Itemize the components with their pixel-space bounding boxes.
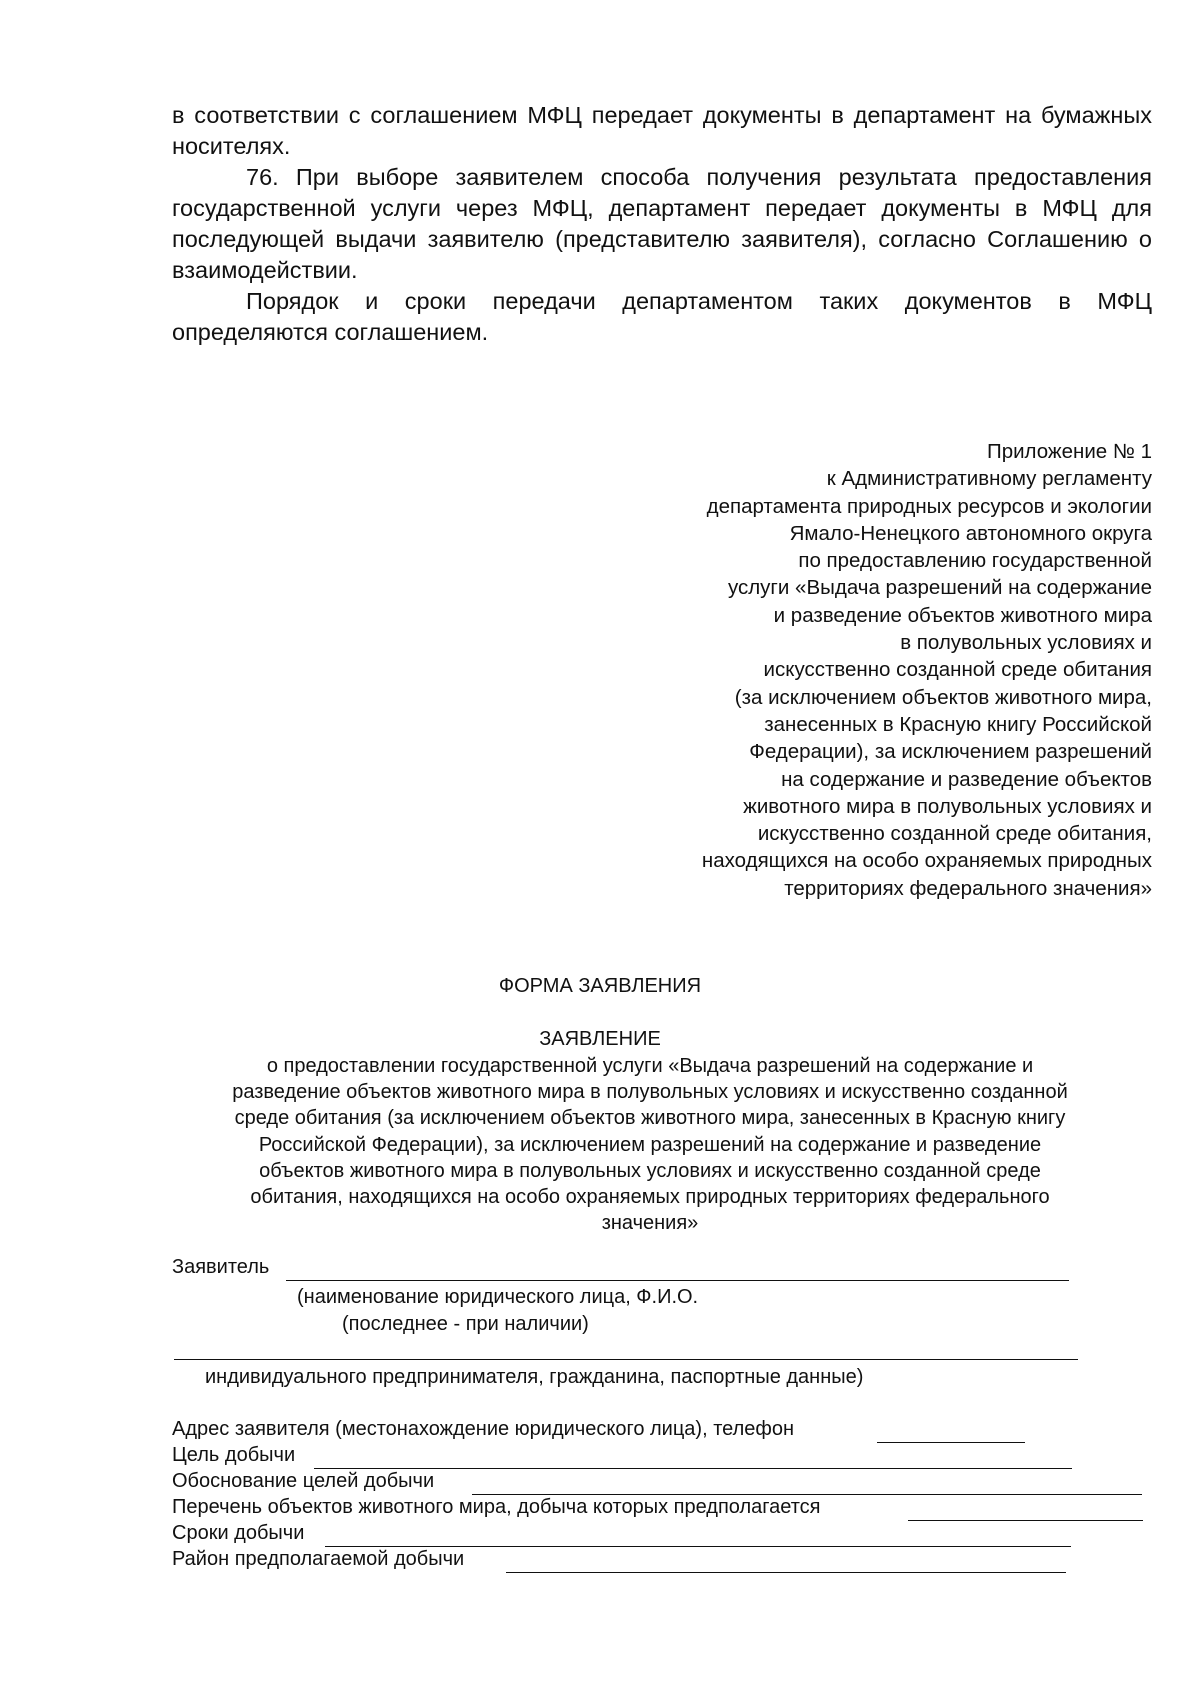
appendix-line: искусственно созданной среде обитания, xyxy=(757,822,1152,846)
statement-line: объектов животного мира в полувольных условиях и искусственно созданной среде xyxy=(259,1159,1041,1182)
appendix-line: к Административному регламенту xyxy=(826,467,1152,491)
appendix-line: Приложение № 1 xyxy=(986,440,1152,463)
statement-line: о предоставлении государственной услуги «Выдача разрешений на содержание и xyxy=(266,1055,1034,1077)
paragraph-76: 76. При выборе заявителем способа получения результата предоставления государственной услуги через МФЦ, департамент передает документы в МФЦ для последующей выдачи заявителю (представителю заявителя), согласно Соглашению о взаимодействии. xyxy=(172,164,1152,283)
area-label: Район предполагаемой добычи xyxy=(172,1548,465,1570)
appendix-line: животного мира в полувольных условиях и xyxy=(743,794,1152,818)
appendix-line: департамента природных ресурсов и экологии xyxy=(706,494,1152,518)
appendix-line: искусственно созданной среде обитания xyxy=(763,658,1152,682)
appendix-line: территориях федерального значения» xyxy=(784,876,1152,900)
paragraph-procedure: Порядок и сроки передачи департаментом таких документов в МФЦ определяются соглашением. xyxy=(172,288,1152,345)
form-title: ФОРМА ЗАЯВЛЕНИЯ xyxy=(498,975,702,997)
applicant-label: Заявитель xyxy=(172,1256,270,1278)
statement-line: Российской Федерации), за исключением разрешений на содержание и разведение xyxy=(258,1133,1042,1156)
terms-label: Сроки добычи xyxy=(172,1522,305,1544)
address-label: Адрес заявителя (местонахождение юридического лица), телефон xyxy=(172,1418,795,1440)
statement-line: значения» xyxy=(601,1212,699,1235)
statement-line: среде обитания (за исключением объектов животного мира, занесенных в Красную книгу xyxy=(234,1107,1066,1130)
statement-title: ЗАЯВЛЕНИЕ xyxy=(539,1028,661,1050)
appendix-line: и разведение объектов животного мира xyxy=(773,603,1152,627)
appendix-line: (за исключением объектов животного мира, xyxy=(734,685,1152,709)
objects-label: Перечень объектов животного мира, добыча которых предполагается xyxy=(172,1496,821,1518)
justification-label: Обоснование целей добычи xyxy=(172,1470,435,1492)
applicant-hint-name: (наименование юридического лица, Ф.И.О. xyxy=(297,1286,699,1308)
appendix-line: на содержание и разведение объектов xyxy=(781,767,1152,791)
appendix-line: занесенных в Красную книгу Российской xyxy=(764,712,1152,736)
appendix-line: Ямало-Ненецкого автономного округа xyxy=(789,521,1152,545)
statement-line: обитания, находящихся на особо охраняемых природных территориях федерального xyxy=(250,1186,1050,1209)
appendix-line: услуги «Выдача разрешений на содержание xyxy=(727,576,1152,600)
applicant-details-field[interactable] xyxy=(174,1359,1078,1360)
appendix-line: находящихся на особо охраняемых природных xyxy=(701,849,1152,873)
appendix-header xyxy=(592,438,1152,902)
objects-field[interactable] xyxy=(908,1520,1143,1521)
appendix-line: Федерации), за исключением разрешений xyxy=(749,740,1152,764)
applicant-hint-optional: (последнее - при наличии) xyxy=(342,1313,589,1335)
purpose-label: Цель добычи xyxy=(172,1444,296,1466)
statement-description xyxy=(160,1053,1140,1236)
appendix-line: в полувольных условиях и xyxy=(900,631,1152,655)
applicant-hint-details: индивидуального предпринимателя, гражданина, паспортные данные) xyxy=(205,1366,864,1388)
paragraph-mfc-transfer: в соответствии с соглашением МФЦ передает документы в департамент на бумажных носителях. xyxy=(172,102,1152,159)
address-phone-field[interactable] xyxy=(877,1442,1025,1443)
appendix-line: по предоставлению государственной xyxy=(798,549,1152,573)
applicant-field[interactable] xyxy=(286,1280,1069,1281)
body-paragraphs xyxy=(172,100,1152,348)
area-field[interactable] xyxy=(506,1572,1066,1573)
statement-line: разведение объектов животного мира в полувольных условиях и искусственно созданной xyxy=(232,1081,1068,1104)
